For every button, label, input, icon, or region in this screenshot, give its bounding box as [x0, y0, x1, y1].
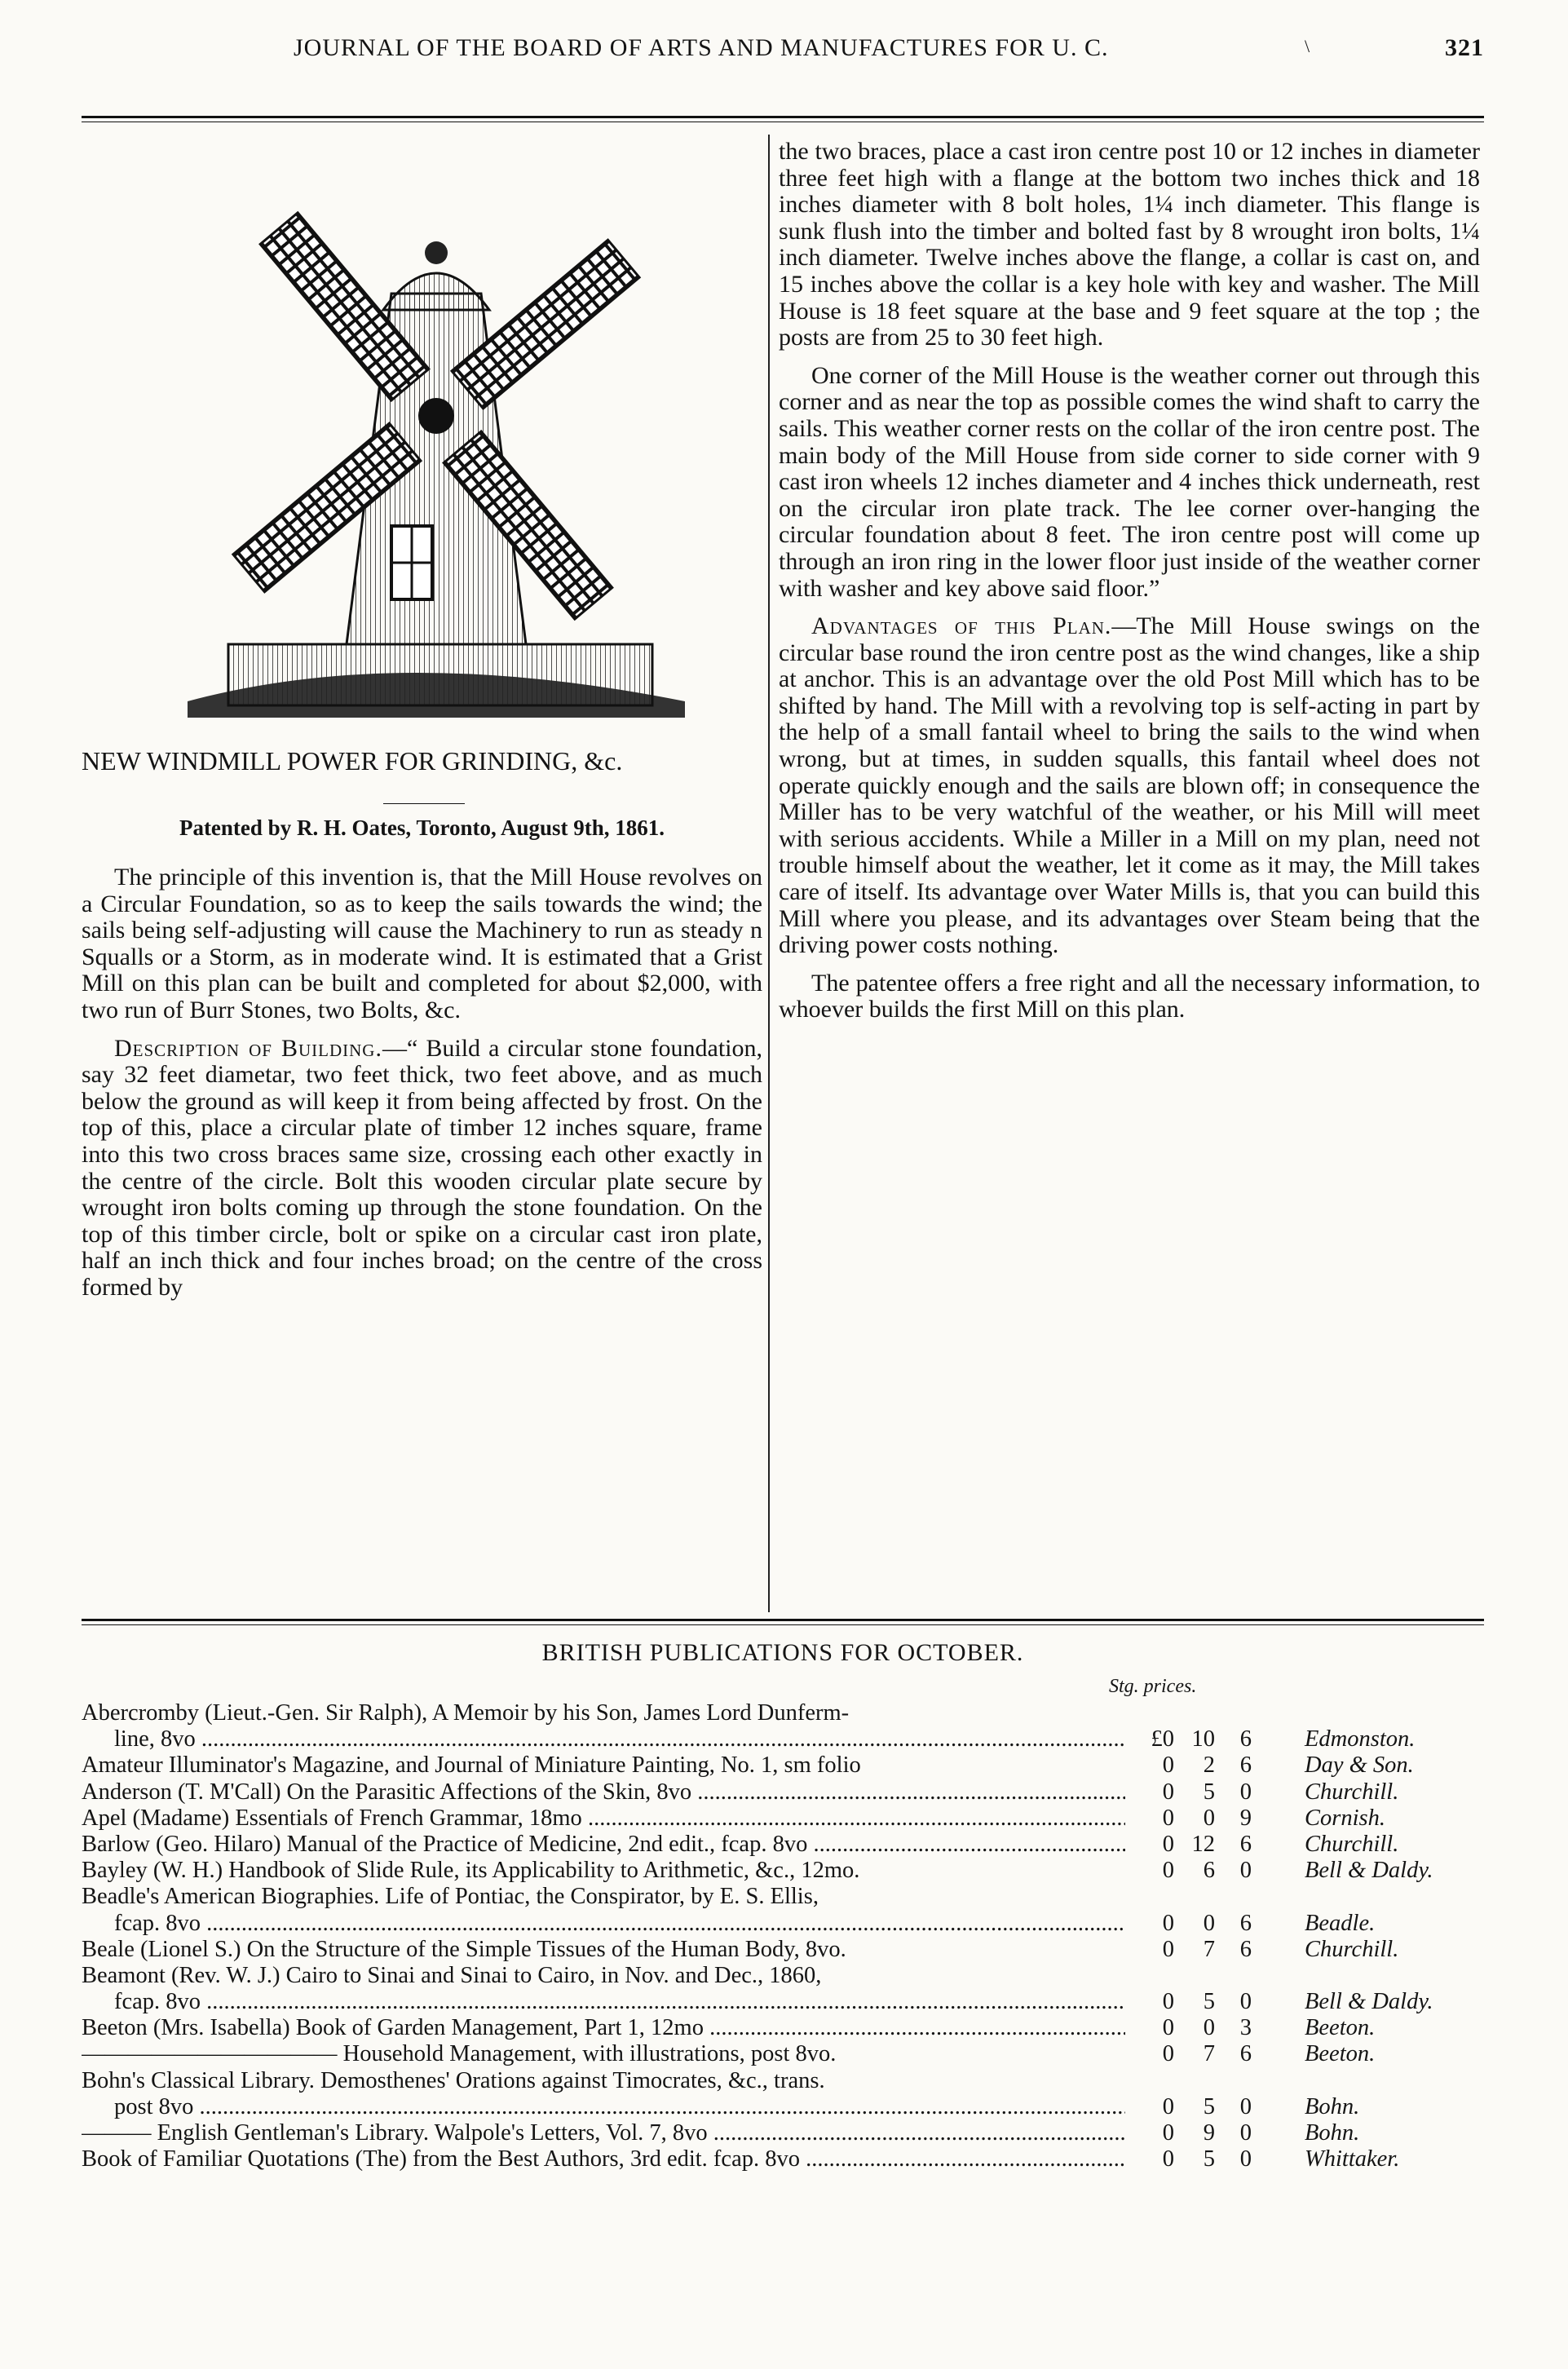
- column-divider: [768, 135, 770, 1612]
- price-pounds: 0: [1162, 2120, 1174, 2146]
- publication-row: [82, 1937, 1484, 1963]
- price-pounds: £0: [1151, 1726, 1174, 1752]
- right-paragraph-1: the two braces, place a cast iron centre post 10 or 12 inches in diameter three feet high with a flange at the bottom two inches thick and 18 inches diameter with 8 bolt holes, 1¼ inch diameter. This flange is sunk flush into the timber and bolted fast by 8 wrought iron bolts, 1¼ inch diameter. Twelve inches above the flange, a collar is cast on, and 15 inches above the collar is a key hole with key and washer. The Mill House is 18 feet square at the base and 9 feet square at the top ; the posts are from 25 to 30 feet high.: [779, 138, 1480, 351]
- publication-price: [1133, 1832, 1264, 1858]
- price-shillings: 0: [1203, 2015, 1215, 2041]
- price-pence: 0: [1239, 2120, 1252, 2146]
- publisher: Churchill.: [1305, 1779, 1399, 1805]
- price-shillings: 5: [1203, 1989, 1215, 2015]
- publication-row: [82, 1805, 1484, 1832]
- publisher: Day & Son.: [1305, 1752, 1414, 1779]
- right-column: [779, 139, 1480, 1035]
- price-pounds: 0: [1162, 1910, 1174, 1936]
- price-shillings: 5: [1203, 2093, 1215, 2119]
- price-shillings: 7: [1203, 1936, 1215, 1962]
- publication-price: [1133, 2041, 1264, 2067]
- price-pence: 6: [1239, 1726, 1252, 1752]
- publication-row: [82, 2015, 1484, 2041]
- publisher: Churchill.: [1305, 1831, 1399, 1857]
- publisher: Bohn.: [1305, 2120, 1360, 2146]
- publication-row: [82, 2120, 1484, 2146]
- publication-price: [1133, 1805, 1264, 1832]
- publication-row: [82, 2094, 1484, 2120]
- price-pounds: 0: [1162, 1752, 1174, 1779]
- publication-price: [1133, 2068, 1264, 2094]
- publisher: Bell & Daldy.: [1305, 1858, 1433, 1884]
- price-pence: 6: [1239, 1910, 1252, 1936]
- publication-row: [82, 1752, 1484, 1779]
- publication-price: [1133, 1937, 1264, 1963]
- windmill-engraving-icon: [155, 147, 709, 730]
- price-pounds: 0: [1162, 1936, 1174, 1962]
- publication-entry: Abercromby (Lieut.-Gen. Sir Ralph), A Memoir by his Son, James Lord Dunferm-: [82, 1700, 850, 1726]
- price-pence: 0: [1239, 2146, 1252, 2172]
- publication-entry: Beale (Lionel S.) On the Structure of the Simple Tissues of the Human Body, 8vo.: [82, 1936, 846, 1962]
- advantages-heading: Advantages of this Plan.: [811, 612, 1112, 640]
- price-pence: 9: [1239, 1805, 1252, 1831]
- publication-row: [82, 1726, 1484, 1752]
- publication-entry: post 8vo .....: [114, 2094, 1125, 2120]
- right-paragraph-4: The patentee offers a free right and all the necessary information, to whoever builds the first Mill on this plan.: [779, 969, 1480, 1023]
- running-header: [90, 24, 1484, 73]
- price-pence: 0: [1239, 2093, 1252, 2119]
- price-shillings: 0: [1203, 1910, 1215, 1936]
- left-paragraph-1: The principle of this invention is, that the Mill House revolves on a Circular Foundation, so as to keep the sails towards the wind; the sails being self-adjusting will cause the Machinery to run as steady n Squalls or a Storm, as in moderate wind. It is estimated that a Grist Mill on this plan can be built and completed for about $2,000, with two run of Burr Stones, two Bolts, &c.: [82, 864, 762, 1023]
- page-number: 321: [1445, 34, 1484, 61]
- publication-entry: Barlow (Geo. Hilaro) Manual of the Practice of Medicine, 2nd edit., fcap. 8vo .....: [82, 1832, 1125, 1858]
- publications-list: [82, 1700, 1484, 2172]
- publication-row: [82, 1858, 1484, 1884]
- publisher: Beeton.: [1305, 2041, 1376, 2067]
- publication-entry: ——— English Gentleman's Library. Walpole's Letters, Vol. 7, 8vo .....: [82, 2120, 1125, 2146]
- publication-entry: ——————————— Household Management, with illustrations, post 8vo.: [82, 2041, 837, 2067]
- publication-price: [1133, 1884, 1264, 1910]
- price-pounds: 0: [1162, 2015, 1174, 2041]
- price-pence: 6: [1239, 2041, 1252, 2067]
- publication-price: [1133, 2120, 1264, 2146]
- price-pence: 6: [1239, 1752, 1252, 1779]
- price-pounds: 0: [1162, 1779, 1174, 1805]
- publication-entry: Book of Familiar Quotations (The) from the Best Authors, 3rd edit. fcap. 8vo .....: [82, 2146, 1125, 2172]
- publication-price: [1133, 1726, 1264, 1752]
- price-pence: 6: [1239, 1936, 1252, 1962]
- publication-row: [82, 2041, 1484, 2067]
- publication-row: [82, 2146, 1484, 2172]
- publication-entry: fcap. 8vo .....: [114, 1911, 1125, 1937]
- publisher: Whittaker.: [1305, 2146, 1400, 2172]
- publication-entry: Beeton (Mrs. Isabella) Book of Garden Management, Part 1, 12mo .....: [82, 2015, 1125, 2041]
- publisher: Beadle.: [1305, 1910, 1376, 1936]
- description-text: —“ Build a circular stone foundation, say 32 feet diametar, two feet thick, two feet above, and as much below the ground as will keep it from being affected by frost. On the top of this, place a circular plate of timber 12 inches square, frame into this two cross braces same size, crossing each other exactly in the centre of the circle. Bolt this wooden circular plate secure by wrought iron bolts coming up through the stone foundation. On the top of this timber circle, bolt or spike on a circular cast iron plate, half an inch thick and four inches broad; on the centre of the cross formed by: [82, 1034, 762, 1301]
- publication-entry: Bohn's Classical Library. Demosthenes' Orations against Timocrates, &c., trans.: [82, 2067, 825, 2093]
- journal-title: JOURNAL OF THE BOARD OF ARTS AND MANUFACTURES FOR U. C.: [294, 34, 1109, 61]
- price-shillings: 9: [1203, 2120, 1215, 2146]
- price-pounds: 0: [1162, 2041, 1174, 2067]
- publisher: Churchill.: [1305, 1936, 1399, 1962]
- publication-price: [1133, 2094, 1264, 2120]
- publication-price: [1133, 2146, 1264, 2172]
- publisher: Bell & Daldy.: [1305, 1989, 1433, 2015]
- price-shillings: 2: [1203, 1752, 1215, 1779]
- publication-entry: Bayley (W. H.) Handbook of Slide Rule, its Applicability to Arithmetic, &c., 12mo.: [82, 1858, 860, 1884]
- price-shillings: 0: [1203, 1805, 1215, 1831]
- header-rule: [82, 116, 1484, 122]
- publication-row: [82, 2068, 1484, 2094]
- publisher: Bohn.: [1305, 2093, 1360, 2119]
- publication-row: [82, 1832, 1484, 1858]
- price-shillings: 5: [1203, 1779, 1215, 1805]
- price-heading: Stg. prices.: [1109, 1676, 1197, 1697]
- advantages-text: —The Mill House swings on the circular base round the iron centre post as the wind changes, like a ship at anchor. This is an advantage over the old Post Mill which has to be shifted by hand. The Mill with a revolving top is self-acting in part by the help of a small fantail wheel to bring the sails to the wind when wrong, but at times, in sudden squalls, this fantail wheel does not operate quickly enough and the sails are blown off; in consequence the Miller has to be very watchful of the weather, or his Mill will meet with serious accidents. While a Miller in a Mill on my plan, need not trouble himself about the weather, let it come as it may, the Mill takes care of itself. Its advantage over Water Mills is, that you can build this Mill where you please, and its advantages over Steam being that the driving power costs nothing.: [779, 612, 1480, 959]
- right-paragraph-2: One corner of the Mill House is the weather corner out through this corner and as near the top as possible comes the wind shaft to carry the sails. This weather corner rests on the collar of the iron centre post. The main body of the Mill House from side corner to side corner with 9 cast iron wheels 12 inches diameter and 4 inches thick underneath, rest on the circular iron plate track. The lee corner over-hanging the circular foundation about 8 feet. The iron centre post will come up through an iron ring in the lower floor just inside of the weather corner with washer and key above said floor.”: [779, 361, 1480, 602]
- price-pence: 0: [1239, 1779, 1252, 1805]
- section-rule: [82, 1619, 1484, 1625]
- price-pounds: 0: [1162, 2146, 1174, 2172]
- price-shillings: 7: [1203, 2041, 1215, 2067]
- publication-row: [82, 1779, 1484, 1805]
- publication-price: [1133, 1911, 1264, 1937]
- publication-entry: Beadle's American Biographies. Life of Pontiac, the Conspirator, by E. S. Ellis,: [82, 1884, 819, 1910]
- price-shillings: 5: [1203, 2146, 1215, 2172]
- price-pounds: 0: [1162, 2093, 1174, 2119]
- publisher: Cornish.: [1305, 1805, 1385, 1831]
- stray-mark: \: [1305, 36, 1311, 56]
- publication-price: [1133, 1858, 1264, 1884]
- price-pounds: 0: [1162, 1858, 1174, 1884]
- figure-caption: NEW WINDMILL POWER FOR GRINDING, &c.: [82, 746, 623, 776]
- publication-price: [1133, 1963, 1264, 1989]
- price-pence: 0: [1239, 1858, 1252, 1884]
- caption-rule: [383, 803, 465, 804]
- publication-price: [1133, 2015, 1264, 2041]
- price-pence: 6: [1239, 1831, 1252, 1857]
- price-pence: 0: [1239, 1989, 1252, 2015]
- price-pounds: 0: [1162, 1831, 1174, 1857]
- price-shillings: 12: [1191, 1831, 1215, 1857]
- publisher: Edmonston.: [1305, 1726, 1416, 1752]
- price-shillings: 10: [1191, 1726, 1215, 1752]
- left-column: [82, 864, 762, 1313]
- publication-row: [82, 1884, 1484, 1910]
- publication-entry: Beamont (Rev. W. J.) Cairo to Sinai and Sinai to Cairo, in Nov. and Dec., 1860,: [82, 1962, 822, 1988]
- publication-entry: Amateur Illuminator's Magazine, and Journal of Miniature Painting, No. 1, sm folio: [82, 1752, 861, 1779]
- publication-entry: Anderson (T. M'Call) On the Parasitic Affections of the Skin, 8vo .....: [82, 1779, 1125, 1805]
- publication-entry: line, 8vo .....: [114, 1726, 1125, 1752]
- publication-price: [1133, 1779, 1264, 1805]
- price-shillings: 6: [1203, 1858, 1215, 1884]
- price-pounds: 0: [1162, 1805, 1174, 1831]
- publication-row: [82, 1989, 1484, 2015]
- publication-row: [82, 1911, 1484, 1937]
- patent-line: Patented by R. H. Oates, Toronto, August 9th, 1861.: [179, 815, 665, 840]
- publication-row: [82, 1963, 1484, 1989]
- publication-entry: Apel (Madame) Essentials of French Grammar, 18mo .....: [82, 1805, 1125, 1832]
- price-pounds: 0: [1162, 1989, 1174, 2015]
- publication-price: [1133, 1752, 1264, 1779]
- publisher: Beeton.: [1305, 2015, 1376, 2041]
- publication-entry: fcap. 8vo .....: [114, 1989, 1125, 2015]
- left-paragraph-2: [82, 1036, 762, 1302]
- right-paragraph-3: [779, 613, 1480, 959]
- publication-price: [1133, 1989, 1264, 2015]
- description-heading: Description of Building.: [114, 1034, 382, 1062]
- publication-price: [1133, 1700, 1264, 1726]
- publication-row: [82, 1700, 1484, 1726]
- publications-heading: BRITISH PUBLICATIONS FOR OCTOBER.: [541, 1639, 1024, 1666]
- price-pence: 3: [1239, 2015, 1252, 2041]
